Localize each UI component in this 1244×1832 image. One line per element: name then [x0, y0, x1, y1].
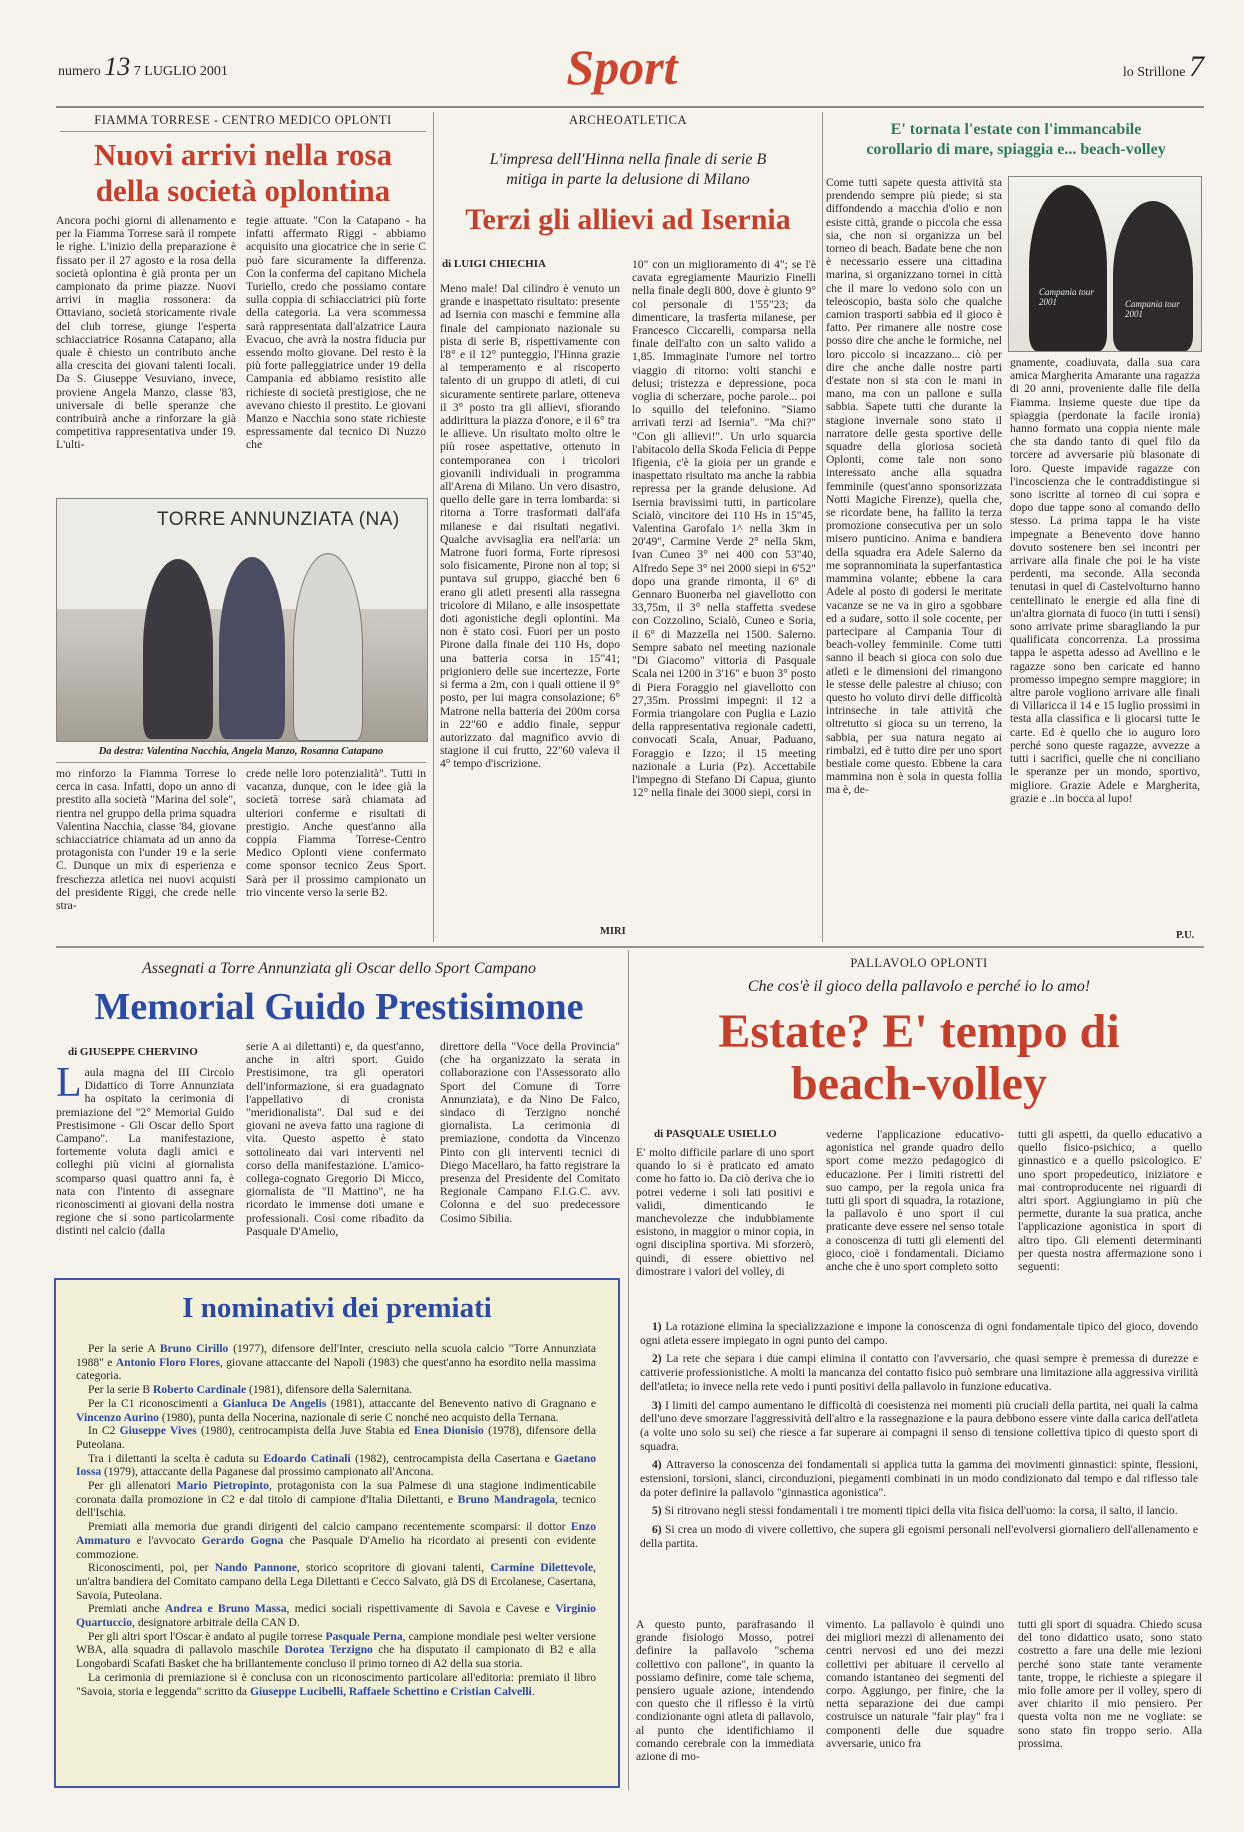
awards-box-title: I nominativi dei premiati	[182, 1292, 492, 1324]
award-text: (1977), difensore dell'Inter, cresciuto nella scuola calcio "Torre Annunziata 1988" e	[76, 1342, 596, 1369]
paper-info	[1123, 50, 1204, 84]
article2-kicker: ARCHEOATLETICA	[568, 113, 688, 127]
award-text: , medici sociali rispettivamente di Savoia e Cavese e	[286, 1602, 556, 1616]
award-text: (1978), difensore della Puteolana.	[76, 1424, 597, 1451]
article1-col1b: mo rinforzo la Fiamma Torrese lo cerca in casa. Infatti, dopo un anno di prestito alla società "Marina del sole", rientra nel gruppo della prima squadra Valentina Nacchia, classe '84, giovane schiacciatrice chiamata ad un anno da protagonista con l'under 19 e la serie C. Dunque un mix di esperienza e freschezza atletica nei nuovi acquisti del presidente Riggi, che crede nelle stra-	[56, 767, 236, 913]
award-paragraph	[76, 1520, 596, 1561]
column-divider	[628, 950, 629, 1790]
article2-col2: 10" con un miglioramento di 4"; se l'è cavata egregiamente Maurizio Finelli nella finale degli 800, dove è giunto 9° col personale di 1'55"23; da dimenticare, la trasferta milanese, per Francesco Ciccarelli, comparsa nella finale dell'alto con un salto valido a 1,85. Immaginate l'umore nel tortro viaggio di ritorno: volti stanchi e delusi; tristezza e depressione, poca voglia di scherzare, poche parole... poi lo squillo del telefonino. "Siamo arrivati terzi ad Isernia". "Ma chi?" "Con gli allievi!". Un urlo squarcia l'abitacolo della Skoda Felicia di Peppe Ifigenia, c'è la gioia per un grande e inaspettato risultato ma anche la rabbia repressa per la grande delusione. Ad Isernia bravissimi tutti, in particolare Scialò, vincitore dei 110 Hs in 15"45, Valentina Garofalo 1^ nella 3km in 20'49", Carmine Verde 2° nella 5km, Ivan Cuneo 3° nei 400 con 53"40, Alfredo Sepe 3° nei 2000 siepi in 6'52" dopo una grande rimonta, il 6° di Gennaro Buonerba nel giavellotto con 33,75m, il 3° nella staffetta svedese con Cozzolino, Scialò, Cuneo e Soria, il 6° di Mazzella nei 1500. Salerno. Sempre sabato nel meeting nazionale "Di Giacomo" vittoria di Pasquale Scala nei 1200 in 3'16" e buon 3° posto di Piera Foraggio nel giavellotto con 27,35m. Prossimi impegni: il 12 a Formia triangolare con Puglia e Lazio della rappresentativa regionale cadetti, convocati Scala, Anuar, Paduano, Foraggio e Izzo; il 15 meeting nazionale a Luria (Pz). Accettabile l'impegno di Stefano Di Capua, giunto 12° nella finale dei 3000 siepi, corsi in	[632, 258, 816, 800]
award-text: La cerimonia di premiazione si è conclusa con un riconoscimento particolare all'editoria: premiato il libro "Savoia, storia e leggenda" scritto da	[76, 1670, 596, 1698]
player-figure	[143, 559, 213, 739]
award-paragraph	[76, 1561, 596, 1602]
article5-end1: A questo punto, parafrasando il grande fisiologo Mosso, potrei definire la pallavolo "schema collettivo con pallone", in quanto la possiamo definire, come tale schema, pensiero uguale azione, intendendo con questo che il riflesso è la virtù condizionante ogni atleta di pallavolo, al punto che identifichiamo il comando cerebrale con la immediata azione di mo-	[636, 1618, 814, 1764]
section-title: Sport	[566, 39, 678, 95]
award-text: (1980), centrocampista della Juve Stabia ed	[196, 1424, 414, 1438]
issue-label: numero	[58, 64, 101, 79]
awardee-name: Carmine Dilettevole	[490, 1561, 594, 1575]
award-paragraph	[76, 1479, 596, 1520]
award-text: (1979), attaccante della Paganese dal prossimo campionato all'Ancona.	[101, 1465, 434, 1479]
awards-list	[76, 1342, 596, 1698]
awards-box	[54, 1278, 620, 1788]
point-text: Attraverso la conoscenza dei fondamentali si applica tutta la gamma dei movimenti ginnastici: spinte, flessioni, estensioni, torsioni, slanci, circonduzioni, piegamenti combinati in un modo condizionato dal tempo e dal riflesso tale da poter definire la pallavolo "ginnastica agonistica".	[640, 1458, 1199, 1499]
award-paragraph	[76, 1452, 596, 1479]
shirt-print: Campania tour 2001	[1125, 299, 1180, 319]
award-paragraph	[76, 1342, 596, 1383]
column-divider	[433, 112, 434, 942]
awardee-name: Gaetano Iossa	[76, 1451, 596, 1479]
point-number: 6)	[652, 1523, 665, 1537]
award-paragraph	[76, 1397, 596, 1424]
award-text: , un'altra bandiera del Comitato campano della Lega Dilettanti e Cecco Salvato, già DS di Ercolanese, Casertana, Savoia, Puteolana.	[76, 1561, 596, 1602]
article4-col1-text: aula magna del III Circolo Didattico di Torre Annunziata ha ospitato la cerimonia di premiazione del "2° Memorial Guido Prestisimone - Gli Oscar dello Sport Campano". La manifestazione, fortemente voluta dagli amici e colleghi più vicini al giornalista scomparso quasi quattro anni fa, è nata con l'intento di assegnare riconoscimenti ai giovani della nostra regione che si sono particolarmente distinti nel calcio (dalla	[56, 1066, 234, 1238]
award-text: (1980), punta della Nocerina, nazionale di serie C nonché neo acquisto della Ternana.	[158, 1410, 559, 1424]
award-paragraph	[76, 1424, 596, 1451]
awardee-name: Roberto Cardinale	[153, 1383, 247, 1397]
point-number: 3)	[652, 1398, 666, 1412]
awardee-name: Bruno Cirillo	[159, 1342, 229, 1355]
article5-end3: tutti gli sport di squadra. Chiedo scusa del tono didattico usato, sono stato costretto a fare una delle mie lezioni perché sono state tante veramente tante, troppe, le richieste a spiegare il mio folle amore per il volley, spero di aver chiarito il mio pensiero. Per questa volta non me ne vogliate: se sono stato fin troppo serio. Alla prossima.	[1018, 1618, 1202, 1750]
issue-number: 13	[104, 52, 131, 81]
article1-kicker: FIAMMA TORRESE - CENTRO MEDICO OPLONTI	[94, 113, 392, 127]
award-text: , giovane attaccante del Napoli (1983) che quest'anno ha esordito nella massima categoria.	[76, 1355, 596, 1383]
volley-point	[640, 1458, 1198, 1499]
award-text: .	[531, 1684, 535, 1698]
article5-col3: tutti gli aspetti, da quello educativo a quello fisico-psichico, a quello ginnastico e a quello psicologico. E' uno sport propedeutico, iniziatore e mai controproducente nei riguardi di altri sport. Aggiungiamo in più che permette, durante la sua pratica, anche l'applicazione agonistica in sport di altro tipo. Gli elementi determinanti per questa nostra affermazione sono i seguenti:	[1018, 1128, 1202, 1274]
awardee-name: Vincenzo Aurino	[76, 1410, 159, 1424]
article2-signature: MIRI	[600, 926, 626, 937]
team-photo	[56, 498, 428, 742]
award-text: (1981), difensore della Salernitana.	[246, 1383, 413, 1397]
point-text: Si crea un modo di vivere collettivo, che supera gli egoismi personali nell'evolversi giornaliero dell'allenamento e della partita.	[640, 1523, 1198, 1550]
article3-col2: gnamente, coadiuvata, dalla sua cara amica Margherita Amarante una ragazza di 20 anni, proveniente dalle file della Fiamma. Insieme queste due tipe da spiaggia (perdonate la facile ironia) hanno formato una coppia niente male che sta dando tanto di quel filo da torcere ad avversarie più blasonate di loro. Queste impavide ragazze con l'incoscienza che le contraddistingue si sono iscritte al torneo di cui sopra e dopo due tappe sono al comando dello stesso. La prima tappa le ha viste impegnate a Benevento dove hanno dovuto sostenere ben sei incontri per arrivare alla finale che poi le ha viste perdenti, ma seconde. Alla seconda tenutasi in quel di Castelvolturno hanno centellinato le energie ed alla fine di un'altra giornata di fuoco (in tutti i sensi) sono arrivate prime sbaragliando la pur qualificata concorrenza. La prossima tappa le aspetta adesso ad Avellino e le ragazze sono ben caricate ed hanno promesso impegno sempre maggiore; in altre parole vogliono arrivare alle finali di Villaricca il 14 e 15 luglio prossimi in testa alla classifica e li giocarsi tutte le carte. Ed è quello che io auguro loro perché sono queste ragazze, avvezze a tutti i sacrifici, quelle che ni conciliano le speranze per un mondo, sportivo, migliore. Grazie Adele e Margherita, grazie e ..in bocca al lupo!	[1010, 356, 1200, 805]
article5-col1: E' molto difficile parlare di uno sport quando lo si è praticato ed amato come ho fatto io. Da ciò deriva che io potrei vederne i soli lati positivi e validi, dimenticando le manchevolezze che indubbiamente esistono, in maggior o minor copia, in ogni disciplina sportiva. Mi sforzerò, quindi, di essere obiettivo nel dimostrare i valori del volley, di	[636, 1146, 814, 1278]
paper-name: lo Strillone	[1122, 65, 1186, 80]
volley-point	[640, 1352, 1198, 1393]
award-text: Premiati alla memoria due grandi dirigenti del calcio campano recentemente scomparsi: il dottor	[88, 1520, 571, 1534]
kicker-rule	[60, 131, 426, 132]
article3-title	[826, 120, 1206, 160]
awardee-name: Antonio Floro Flores	[115, 1355, 220, 1369]
player-figure	[293, 553, 363, 741]
award-text: e l'avvocato	[130, 1533, 202, 1547]
awardee-name: Edoardo Catinali	[263, 1451, 351, 1465]
shirt-print: Campania tour 2001	[1039, 287, 1094, 307]
award-text: Per la C1 riconoscimenti a	[88, 1396, 223, 1410]
article5-subtitle: Che cos'è il gioco della pallavolo e perché io lo amo!	[747, 978, 1091, 995]
article1-title	[56, 137, 430, 209]
awardee-name: Andrea e Bruno Massa	[165, 1602, 287, 1616]
player-figure	[1113, 201, 1193, 351]
article3-signature: P.U.	[1176, 930, 1195, 941]
mid-rule	[56, 946, 1204, 948]
article4-col3: direttore della "Voce della Provincia" (che ha organizzato la serata in collaborazione con l'Assessorato allo Sport del Comune di Torre Annunziata), e da Nino De Falco, sindaco di Terzigno nonché giornalista. La cerimonia di premiazione, condotta da Vincenzo Pinto con gli interventi tecnici di Diego Macellaro, ha fatto registrare la presenza del Presidente del Comitato Regionale Campano F.I.G.C. avv. Colonna e del suo predecessore Cosimo Sibilia.	[440, 1040, 620, 1225]
article5-end2: vimento. La pallavolo è quindi uno dei migliori mezzi di allenamento dei centri nervosi ed uno dei mezzi collettivi per abituare il cervello al comando istantaneo dei segmenti del corpo. Aggiungo, per finire, che la netta separazione dei due campi costruisce un naturale "fair play" fra i componenti delle due squadre avversarie, unico fra	[826, 1618, 1004, 1750]
volley-point	[640, 1523, 1198, 1550]
point-text: Si ritrovano negli stessi fondamentali i tre momenti tipici della vita fisica dell'uomo: la corsa, il salto, il lancio.	[664, 1504, 1178, 1518]
volley-point	[640, 1320, 1198, 1347]
issue-date: 7 LUGLIO 2001	[133, 64, 228, 79]
article5-title-line1: Estate? E' tempo di	[718, 1005, 1120, 1058]
article4-col2: serie A ai dilettanti) e, da quest'anno, anche in altri sport. Guido Prestisimone, tra gli operatori dell'informazione, si era guadagnato l'appellativo di cronista "meridionalista". Dal sud e dei giovani ne aveva fatto una ragione di vita. Questo aspetto è stato sottolineato dai vari interventi nel corso della manifestazione. L'amico-collega-cognato Gregorio Di Micco, giornalista de "Il Mattino", ne ha ricordato le immense doti umane e professionali. Così come ribadito da Pasquale D'Amelio,	[246, 1040, 424, 1238]
award-text: Per la serie A	[88, 1342, 160, 1355]
awardee-name: Bruno Mandragola	[457, 1492, 556, 1506]
volley-point	[640, 1399, 1198, 1454]
article2-col1: Meno male! Dal cilindro è venuto un grande e inaspettato risultato: presente ad Isernia con maschi e femmine alla finale del campionato nazionale su pista di serie B, rispettivamente con l'8° e il 12° punteggio, l'Hinna grazie al temperamento e al riscoperto talento di un gruppo di atleti, di cui sicuramente sentirete parlare, otteneva il 3° posto tra gli allievi, sfiorando addirittura la piazza d'onore, e il 6° tra le allieve. Un risultato molto oltre le più rosee aspettative, ottenuto in contemporanea con i tricolori giovanili individuali in programma all'Arena di Milano. Un vero disastro, quello delle gare in terra lombarda: si ritorna a Torre trasformati dall'afa milanese e dai risultati negativi. Qualche avvisaglia era nell'aria: un Matrone fuori forma, Forte ripresosi solo fisicamente, Pirone non al top; si puntava sul gruppo, giacché ben 6 erano gli atleti presenti alla rassegna tricolore di Milano, e alle insospettate doti agonistiche degli oplontini. Ma non è stato così. Fuori per un posto Pirone dalla finale dei 110 Hs, dopo una batteria corsa in 15"41; prigioniero delle sue incertezze, Forte si ferma a 2m, con i quali ottiene il 9° posto, per lui magra consolazione; 6° Matrone nella batteria dei 200m corsa in 22"60 e addio finale, seppur autorizzato dal magnifico avvio di stagione il cui frutto, 22"60 valeva il 4° tempo d'iscrizione.	[440, 282, 620, 771]
award-text: (1981), attaccante del Benevento nativo di Gragnano e	[326, 1396, 596, 1410]
article2-title: Terzi gli allievi ad Isernia	[465, 203, 791, 236]
column-divider	[822, 112, 823, 942]
award-text: Per la serie B	[88, 1383, 154, 1397]
player-figure	[1029, 185, 1107, 351]
article2-subtitle-line1: L'impresa dell'Hinna nella finale di serie B	[489, 151, 767, 168]
award-text: , campione mondiale pesi welter versione WBA, alla squadra di pallavolo maschile	[76, 1629, 596, 1657]
award-text: Tra i dilettanti la scelta è caduta su	[88, 1451, 264, 1465]
article1-col2b: crede nelle loro potenzialità". Tutti in vacanza, dunque, con le idee già la società torrese sarà chiamata ad ulteriori conferme e risultati di prestigio. Anche quest'anno alla coppia Fiamma Torrese-Centro Medico Oplonti viene confermato come sponsor tecnico Zeus Sport. Sarà per il prossimo campionato un trio vincente verso la serie B2.	[246, 767, 426, 899]
article3-title-line1: E' tornata l'estate con l'immancabile	[890, 121, 1142, 138]
awardee-name: Enzo Ammaturo	[76, 1520, 596, 1547]
photo-caption: Da destra: Valentina Nacchia, Angela Manzo, Rosanna Catapano	[98, 746, 384, 757]
award-text: che ha disputato il campionato di B2 e alla Longobardi Scafati Basket che ha brillantemente concluso il primo torneo di A2 della sua storia.	[76, 1643, 596, 1671]
article5-byline: di PASQUALE USIELLO	[654, 1128, 777, 1140]
article1-title-line1: Nuovi arrivi nella rosa	[93, 137, 393, 172]
award-text: Per gli altri sport l'Oscar è andato al pugile torrese	[88, 1629, 326, 1643]
awardee-name: Nando Pannone	[214, 1561, 297, 1575]
article4-title: Memorial Guido Prestisimone	[94, 986, 584, 1028]
article5-col2: vederne l'applicazione educativo-agonistica nel grande quadro dello sport come mezzo pedagogico di educazione. Per i limiti ristretti del suo campo, per la regola unica fra tutti gli sport di squadra, la rotazione, la pallavolo è uno sport il cui praticante deve essere nel senso totale a conoscenza di tutti gli elementi del gioco, cioè i fondamentali. Diciamo anche che è uno sport completo sotto	[826, 1128, 1004, 1274]
article2-subtitle	[440, 150, 816, 190]
article1-title-line2: della società oplontina	[95, 173, 391, 208]
award-text: , designatore arbitrale della CAN D.	[132, 1616, 300, 1630]
article3-col1: Come tutti sapete questa attività sta prendendo sempre più piede; si sta diffondendo a macchia d'olio e non esiste città, grande o piccola che essa sia, che non si organizza un bel torneo di beach. Badate bene che non è necessario essere una cittadina marina, si organizzano tornei in città che il mare lo vedono solo con un teleoscopio, basta solo che qualche camion trasporti sabbia ed il gioco è fatto. Per rimanere alle nostre cose posso dire che anche le formiche, nel loro piccolo si incazzano... ciò per dire che anche dalle nostre parti d'estate non si sta con le mani in mano, ma con un pallone e sulla sabbia. Sapete tutti che durante la stagione invernale sono stato il narratore delle gesta sportive delle squadre della gloriosa società Oplonti, come tale non sono interessato anche alla squadra femminile (quest'anno sponsorizzata Notti Magiche Firenze), quella che, se ricordate bene, ha fallito la terza promozione consecutiva per un solo misero punticino. Anima e bandiera della squadra era Adele Salerno da me soprannominata la superfantastica mammina volante; ebbene la cara Adele al posto di godersi le meritate vacanze se ne va in giro a sgobbare ed a sudare, sotto il sole cocente, per partecipare al Campania Tour di beach-volley femminile. Come tutti sanno il beach si gioca con solo due atleti e le dimensioni del rimangono le stesse delle palestre al chiuso; con questo ho voluto dirvi delle difficoltà intrinseche in tale attività che oltretutto si gioca su un terreno, la sabbia, per sua natura negato ai rimbalzi, ed è tutto dire per uno sport bestiale come questo. Ebbene la cara mammina non è sola in questa follia ma è, de-	[826, 176, 1002, 797]
award-paragraph	[76, 1630, 596, 1671]
beach-players-photo	[1008, 176, 1202, 352]
article4-subtitle: Assegnati a Torre Annunziata gli Oscar dello Sport Campano	[141, 960, 537, 977]
article4-byline: di GIUSEPPE CHERVINO	[68, 1046, 198, 1058]
point-text: I limiti del campo aumentano le difficoltà di coesistenza nei momenti più cruciali della partita, nei quali la calma dell'uno deve smorzare l'aggressività dell'altro e la rassegnazione e la paura debbono essere vinte dalla carica dell'atleta (a volte uno solo su sei) che riesce a far superare ai compagni il senso di tensione collettiva tipico di questo sport di squadra.	[640, 1398, 1198, 1453]
award-text: Per gli allenatori	[88, 1479, 177, 1493]
award-text: , storico scopritore di giovani talenti,	[296, 1561, 491, 1575]
article2-subtitle-line2: mitiga in parte la delusione di Milano	[506, 171, 750, 188]
article5-title	[636, 1006, 1202, 1110]
article5-title-line2: beach-volley	[791, 1057, 1047, 1110]
awardee-name: Mario Pietropinto	[176, 1479, 269, 1493]
article4-col1	[56, 1060, 234, 1238]
award-text: , tecnico dell'Ischia.	[76, 1492, 596, 1520]
awardee-name: Gianluca De Angelis	[222, 1396, 327, 1410]
drop-cap: L	[56, 1060, 82, 1106]
awardee-name: Pasquale Perna	[325, 1629, 403, 1643]
awardee-name: Gerardo Gogna	[201, 1533, 284, 1547]
point-number: 1)	[652, 1320, 666, 1333]
point-text: La rotazione elimina la specializzazione e impone la conoscenza di ogni fondamentale tipico del gioco, dovendo ogni atleta essere impiegato in ogni punto del campo.	[640, 1320, 1199, 1347]
award-text: In C2	[88, 1424, 120, 1438]
article3-title-line2: corollario di mare, spiaggia e... beach-volley	[866, 141, 1166, 158]
award-text: Riconoscimenti, poi, per	[88, 1561, 215, 1575]
awardee-name: Giuseppe Vives	[119, 1424, 197, 1438]
award-text: Premiati anche	[88, 1602, 166, 1616]
point-number: 5)	[652, 1504, 665, 1518]
player-figure	[219, 557, 285, 739]
point-text: La rete che separa i due campi elimina il contatto con l'avversario, che quasi sempre è premessa di durezze e cattiverie professionistiche. A molti la mancanza del contatto fisico può sembrare una limitazione alla aggressiva virilità dell'atleta; io invece nella rete vedo i punti positivi della pallavolo in funzione educativa.	[640, 1352, 1198, 1393]
award-text: che Pasquale D'Amelio ha ricordato ai presenti con evidente commozione.	[76, 1533, 596, 1561]
awardee-name: Virginio Quartuccio	[76, 1602, 596, 1630]
awardee-name: Giuseppe Lucibelli, Raffaele Schettino e Cristian Calvelli	[249, 1684, 532, 1698]
article5-kicker: PALLAVOLO OPLONTI	[850, 956, 988, 970]
article1-col1: Ancora pochi giorni di allenamento e per la Fiamma Torrese sarà il rompete le righe. L'inizio della preparazione è fissato per il 27 agosto e la rosa della società oplontina è già pronta per un campionato da prime piazze. Nuovi arrivi in maglia rossonera: da Ottaviano, società storicamente rivale del club torrese, giunge l'esperta schiacciatrice Rosanna Catapano, alla quale è chiesto un contributo anche alla crescita dei giovani talenti locali. Da S. Giuseppe Vesuviano, invece, proviene Angela Manzo, classe '83, universale di belle speranze che contribuirà anche a rinforzare la già competitiva rappresentativa under 19. L'ulti-	[56, 214, 236, 452]
article2-byline: di LUIGI CHIECHIA	[442, 258, 546, 270]
photo-wall-sign: TORRE ANNUNZIATA (NA)	[157, 509, 400, 530]
awardee-name: Dorotea Terzigno	[284, 1643, 373, 1657]
article1-col2: tegie attuate. "Con la Catapano - ha infatti affermato Riggi - abbiamo acquisito una giocatrice che in serie C può fare sicuramente la differenza. Con la conferma del capitano Michela Turiello, credo che possiamo contare sulla coppia di schiacciatrici più forte della categoria. La vera scommessa sarà rappresentata dall'alzatrice Laura Evacuo, che avrà la nostra fiducia pur essendo molto giovane. Del resto è la più forte palleggiatrice under 19 della Campania ed abbiamo resistito alle richieste di società prestigiose, che ne avevano chiesto il prestito. Le giovani Manzo e Nacchia sono state richieste espressamente dal tecnico Di Nuzzo che	[246, 214, 426, 452]
caption-rule	[56, 762, 426, 763]
award-paragraph	[76, 1383, 596, 1397]
award-paragraph	[76, 1671, 596, 1698]
awardee-name: Enea Dionisio	[413, 1424, 484, 1438]
header-rule	[56, 106, 1204, 108]
page-number: 7	[1189, 50, 1204, 83]
volley-points-list	[640, 1320, 1198, 1556]
award-text: (1982), centrocampista della Casertana e	[350, 1451, 555, 1465]
award-paragraph	[76, 1602, 596, 1629]
volley-point	[640, 1504, 1198, 1518]
point-number: 2)	[652, 1352, 667, 1366]
point-number: 4)	[652, 1458, 666, 1472]
award-text: , protagonista con la sua Palmese di una stagione indimenticabile coronata dalla promozione in C2 e dal titolo di campione d'Italia Dilettanti, e	[76, 1479, 596, 1506]
